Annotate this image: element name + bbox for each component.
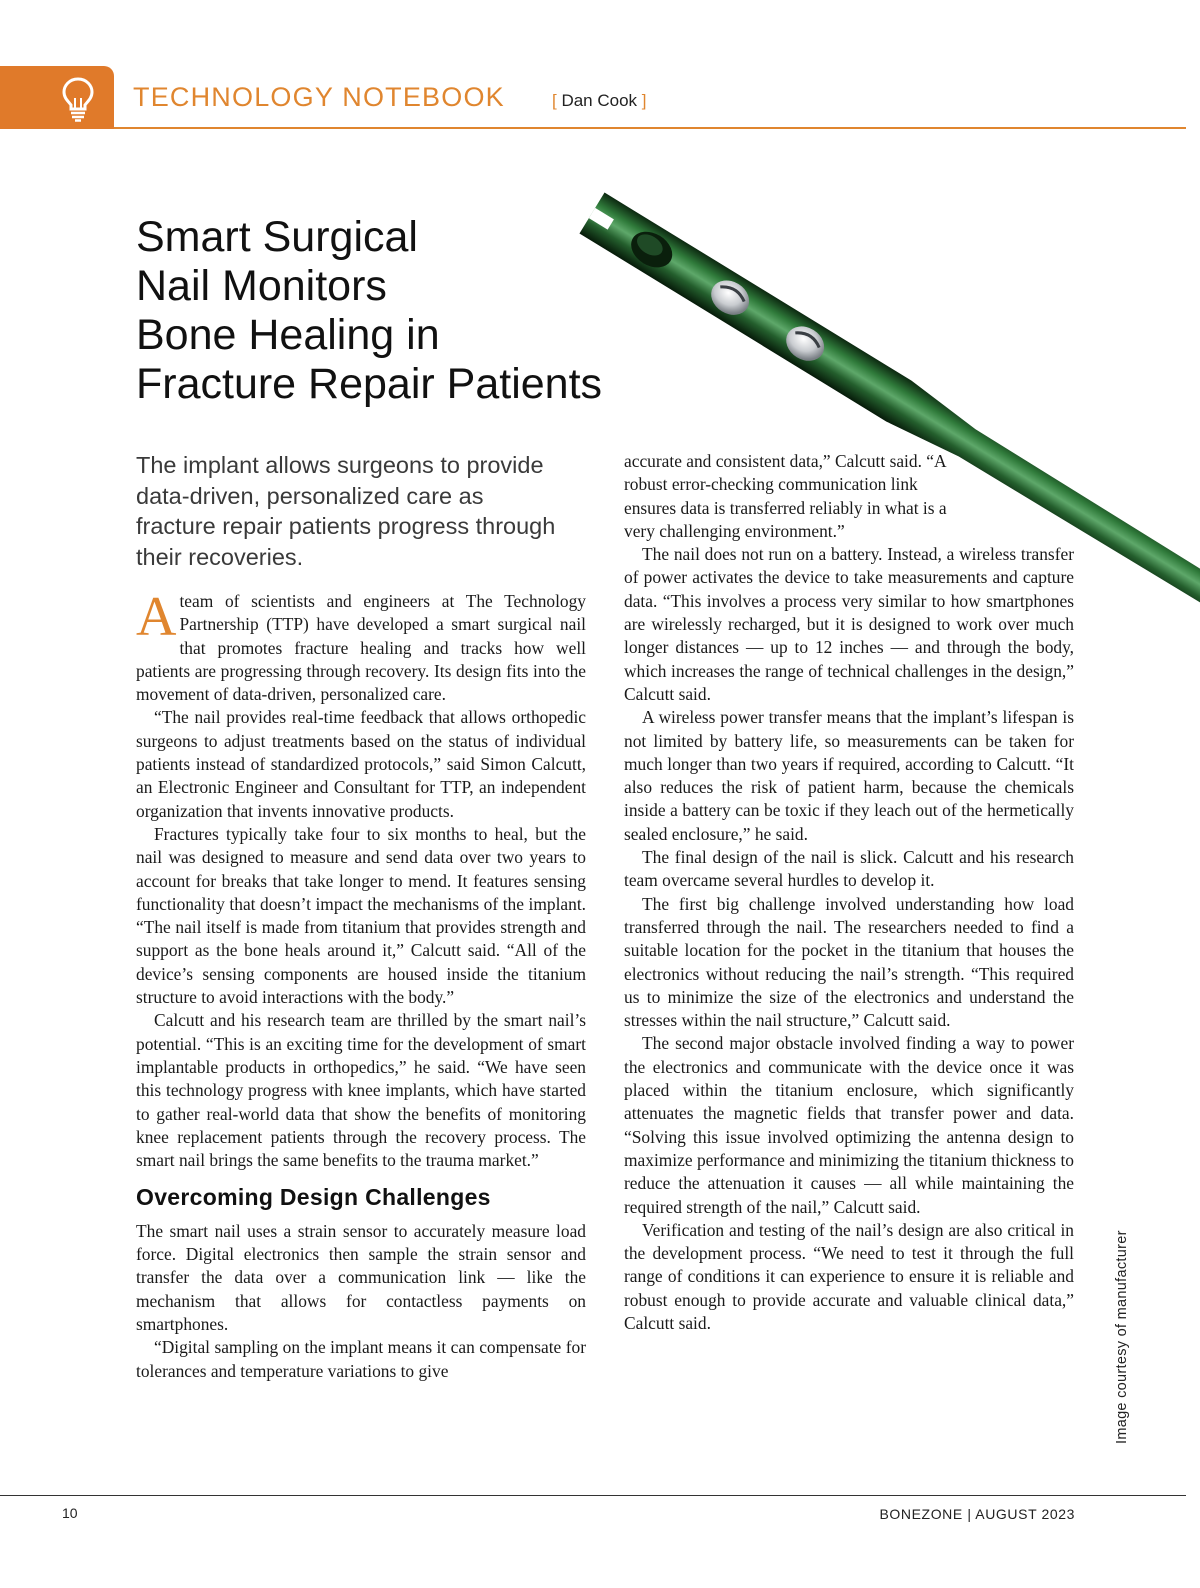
drop-cap: A <box>136 586 177 648</box>
body-paragraph: Fractures typically take four to six months to heal, but the nail was designed to measure and send data over two years to account for breaks that take longer to mend. It features sensing functionality that doesn’t impact the mechanisms of the implant. “The nail itself is made from titanium that provides strength and support as the bone heals around it,” Calcutt said. “All of the device’s sensing components are housed inside the titanium structure to avoid interactions with the body.” <box>136 823 586 1008</box>
publication-info: BONEZONE | AUGUST 2023 <box>879 1506 1075 1522</box>
body-paragraph: Calcutt and his research team are thrilled by the smart nail’s potential. “This is an exciting time for the development of smart implantable products in orthopedics,” he said. “We have seen this technology progress with knee implants, which have started to gather real-world data that show the benefits of monitoring knee replacement patients through the recovery process. The smart nail brings the same benefits to the trauma market.” <box>136 1010 586 1171</box>
body-paragraph: The first big challenge involved understanding how load transferred through the nail. The researchers needed to find a suitable location for the pocket in the titanium that houses the electronics without reducing the nail’s strength. “This required us to minimize the size of the electronics and understand the stresses within the nail structure,” Calcutt said. <box>624 893 1074 1031</box>
title-line: Bone Healing in <box>136 311 440 359</box>
body-paragraph: The smart nail uses a strain sensor to accurately measure load force. Digital electronics then sample the strain sensor and transfer the data over a communication link — like the mechanism that allows for contactless payments on smartphones. <box>136 1220 586 1334</box>
article-subhead: The implant allows surgeons to provide data-driven, personalized care as fracture repair patients progress through their recoveries. <box>136 452 556 570</box>
body-paragraph: Verification and testing of the nail’s design are also critical in the development process. “We need to test it through the full range of conditions it can experience to ensure it is reliable and robust enough to provide accurate and valuable clinical data,” Calcutt said. <box>624 1219 1074 1333</box>
body-paragraph: The second major obstacle involved finding a way to power the electronics and communicate with the device once it was placed within the titanium enclosure, which significantly attenuates the magnetic fields that transfer power and data. “Solving this issue involved optimizing the antenna design to maximize performance and minimizing the titanium thickness to reduce the attenuation it causes — all while maintaining the required strength of the nail,” Calcutt said. <box>624 1033 1074 1217</box>
author-name: Dan Cook <box>561 91 638 110</box>
body-paragraph: accurate and consistent data,” Calcutt said. “A robust error-checking communication link ensures data is transferred reliably in what is a very challenging environment.” <box>624 451 947 541</box>
title-line: Nail Monitors <box>136 262 387 310</box>
body-paragraph: “The nail provides real-time feedback that allows orthopedic surgeons to adjust treatments based on the status of individual patients instead of standardized protocols,” said Simon Calcutt, an Electronic Engineer and Consultant for TTP, an independent organization that invents innovative products. <box>136 707 586 821</box>
lightbulb-icon <box>60 76 96 122</box>
footer-rule <box>0 1495 1186 1496</box>
article-title <box>136 213 656 409</box>
body-paragraph: “Digital sampling on the implant means it can compensate for tolerances and temperature variations to give <box>136 1337 586 1381</box>
byline: [ Dan Cook ] <box>552 91 647 110</box>
right-column <box>624 450 1074 1335</box>
body-paragraph: The nail does not run on a battery. Instead, a wireless transfer of power activates the device to take measurements and capture data. “This involves a process very similar to how smartphones are wirelessly recharged, but it is designed to work over much longer distances — up to 12 inches — and through the body, which increases the range of technical challenges in the design,” Calcutt said. <box>624 544 1074 704</box>
body-paragraph: The final design of the nail is slick. Calcutt and his research team overcame several hurdles to develop it. <box>624 847 1074 891</box>
page-number: 10 <box>62 1505 78 1521</box>
section-name: TECHNOLOGY NOTEBOOK <box>133 82 505 112</box>
title-line: Fracture Repair Patients <box>136 360 603 408</box>
image-credit: Image courtesy of manufacturer <box>1114 1230 1130 1444</box>
left-column <box>136 586 586 1383</box>
paragraph-text: team of scientists and engineers at The Technology Partnership (TTP) have developed a smart surgical nail that promotes fracture healing and tracks how well patients are progressing through recovery. Its design fits into the movement of data-driven, personalized care. <box>136 591 586 705</box>
body-paragraph <box>136 586 586 706</box>
section-heading: Overcoming Design Challenges <box>136 1184 491 1211</box>
section-tab <box>0 66 114 129</box>
body-paragraph: A wireless power transfer means that the implant’s lifespan is not limited by battery life, so measurements can be taken for much longer than two years if required, according to Calcutt. “It also reduces the risk of patient harm, because the chemicals inside a battery can be toxic if they leach out of the hermetically sealed enclosure,” he said. <box>624 707 1074 844</box>
title-line: Smart Surgical <box>136 213 418 261</box>
header-rule <box>114 127 1186 129</box>
